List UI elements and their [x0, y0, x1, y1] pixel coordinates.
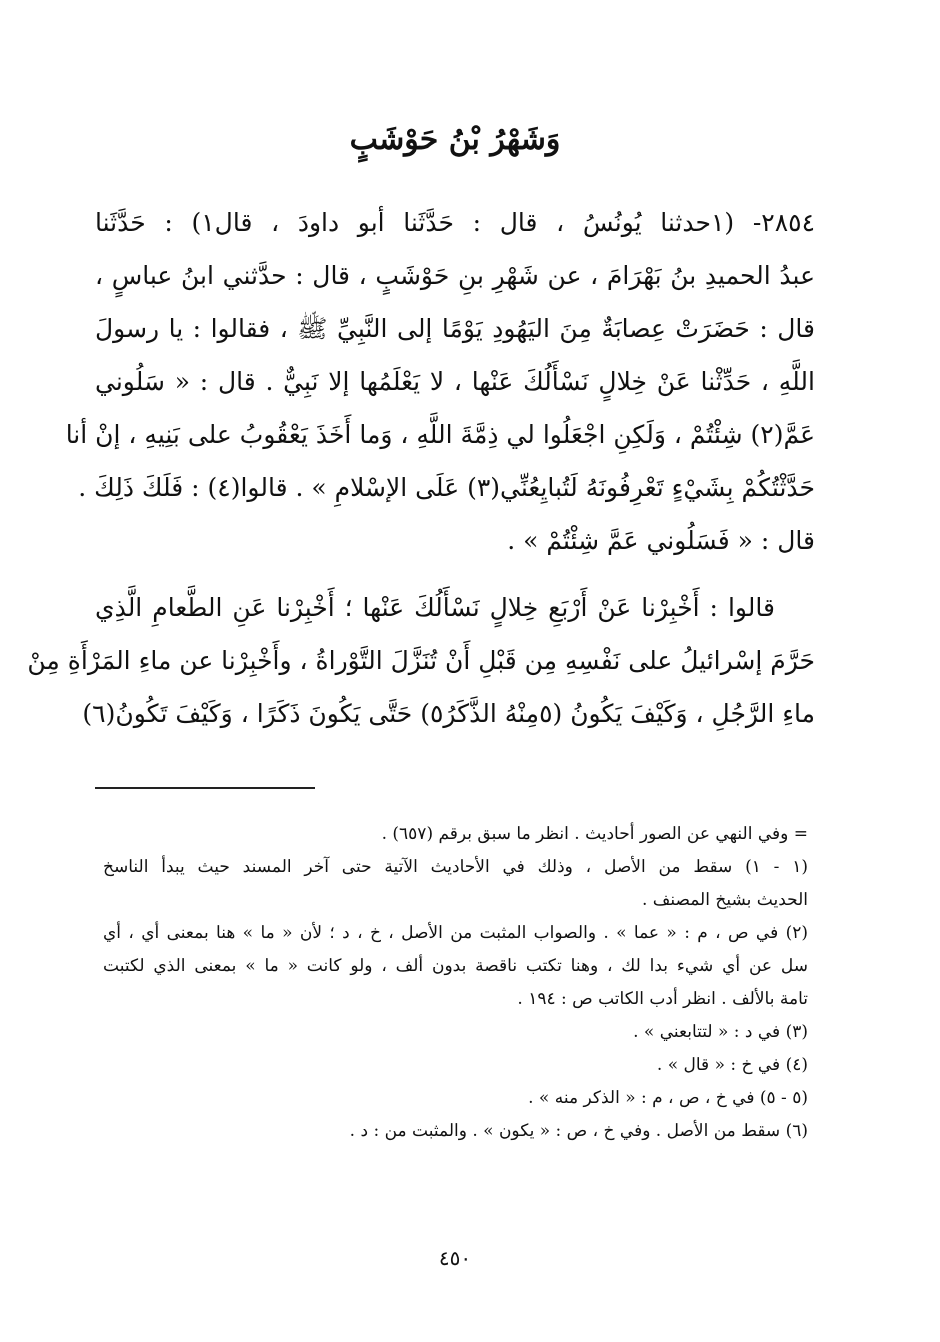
footnote-line: سل عن أي شيء بدا لك ، وهنا تكتب ناقصة بدون ألف ، ولو كانت « ما » بمعنى الذي لكتبت	[103, 956, 808, 976]
footnote-line: (٣) في د : « لتتابعني » .	[633, 1022, 808, 1042]
footnote-line: (١ - ١) سقط من الأصل ، وذلك في الأحاديث الآتية حتى آخر المسند حيث يبدأ الناسخ	[103, 857, 808, 877]
text-line: ماءِ الرَّجُلِ ، وَكَيْفَ يَكُونُ (٥مِنْهُ الذَّكَرُ٥) حَتَّى يَكُونَ ذَكَرًا ، وَكَيْفَ تَكُونُ(٦)	[82, 699, 815, 728]
footnote-line: الحديث بشيخ المصنف .	[641, 890, 808, 910]
text-line: عَمَّ(٢) شِئْتُمْ ، وَلَكِنِ اجْعَلُوا لي ذِمَّةَ اللَّهِ ، وَما أَخَذَ يَعْقُوبُ على بَنِيهِ ، إنْ أنا	[65, 420, 815, 449]
text-line: قال : « فَسَلُوني عَمَّ شِئْتُمْ » .	[507, 526, 815, 555]
hadith-text	[27, 196, 816, 740]
page-number: ٤٥٠	[438, 1246, 472, 1270]
footnotes	[103, 818, 808, 1148]
text-line: قالوا : أَخْبِرْنا عَنْ أَرْبَعِ خِلالٍ نَسْأَلُكَ عَنْها ؛ أَخْبِرْنا عَنِ الطَّعامِ الَّذِي	[95, 593, 775, 622]
footnote-line: تامة بالألف . انظر أدب الكاتب ص : ١٩٤ .	[517, 989, 808, 1009]
text-line: عبدُ الحميدِ بنُ بَهْرَامَ ، عن شَهْرِ بنِ حَوْشَبٍ ، قال : حدَّثني ابنُ عباسٍ ،	[95, 261, 815, 290]
footnote-line: = وفي النهي عن الصور أحاديث . انظر ما سبق برقم (٦٥٧) .	[381, 824, 808, 844]
text-line: حَرَّمَ إسْرائيلُ على نَفْسِهِ مِن قَبْلِ أَنْ تُنَزَّلَ التَّوْراةُ ، وأَخْبِرْنا عن ماءِ المَرْأَةِ مِنْ	[27, 646, 815, 675]
text-line: اللَّهِ ، حَدِّثْنا عَنْ خِلالٍ نَسْأَلُكَ عَنْها ، لا يَعْلَمُها إلا نَبِيٌّ . قال : « سَلُوني	[95, 367, 815, 396]
text-line: حَدَّثْتُكُمْ بِشَيْءٍ تَعْرِفُونَهُ لَتُبايِعُنِّي(٣) عَلَى الإسْلامِ » . قالوا(٤) : فَلَكَ ذَلِكَ .	[78, 473, 815, 502]
footnote-line: (٥ - ٥) في خ ، ص ، م : « الذكر منه » .	[528, 1088, 808, 1108]
section-title: وَشَهْرُ بْنُ حَوْشَبٍ	[349, 122, 561, 157]
text-line: قال : حَضَرَتْ عِصابَةٌ مِنَ اليَهُودِ يَوْمًا إلى النَّبِيِّ ﷺ ، فقالوا : يا رسولَ	[95, 314, 815, 343]
footnote-line: (٦) سقط من الأصل . وفي خ ، ص : « يكون » . والمثبت من : د .	[349, 1121, 808, 1141]
footnote-line: (٢) في ص ، م : « عما » . والصواب المثبت من الأصل ، خ ، د ؛ لأن « ما » هنا بمعنى أي ، أي	[103, 923, 808, 943]
footnote-separator	[95, 787, 315, 789]
text-line: ٢٨٥٤- (١حدثنا يُونُسُ ، قال : حَدَّثَنا أبو داودَ ، قال١) : حَدَّثَنا	[95, 208, 816, 237]
footnote-line: (٤) في خ : « قال » .	[656, 1055, 808, 1075]
